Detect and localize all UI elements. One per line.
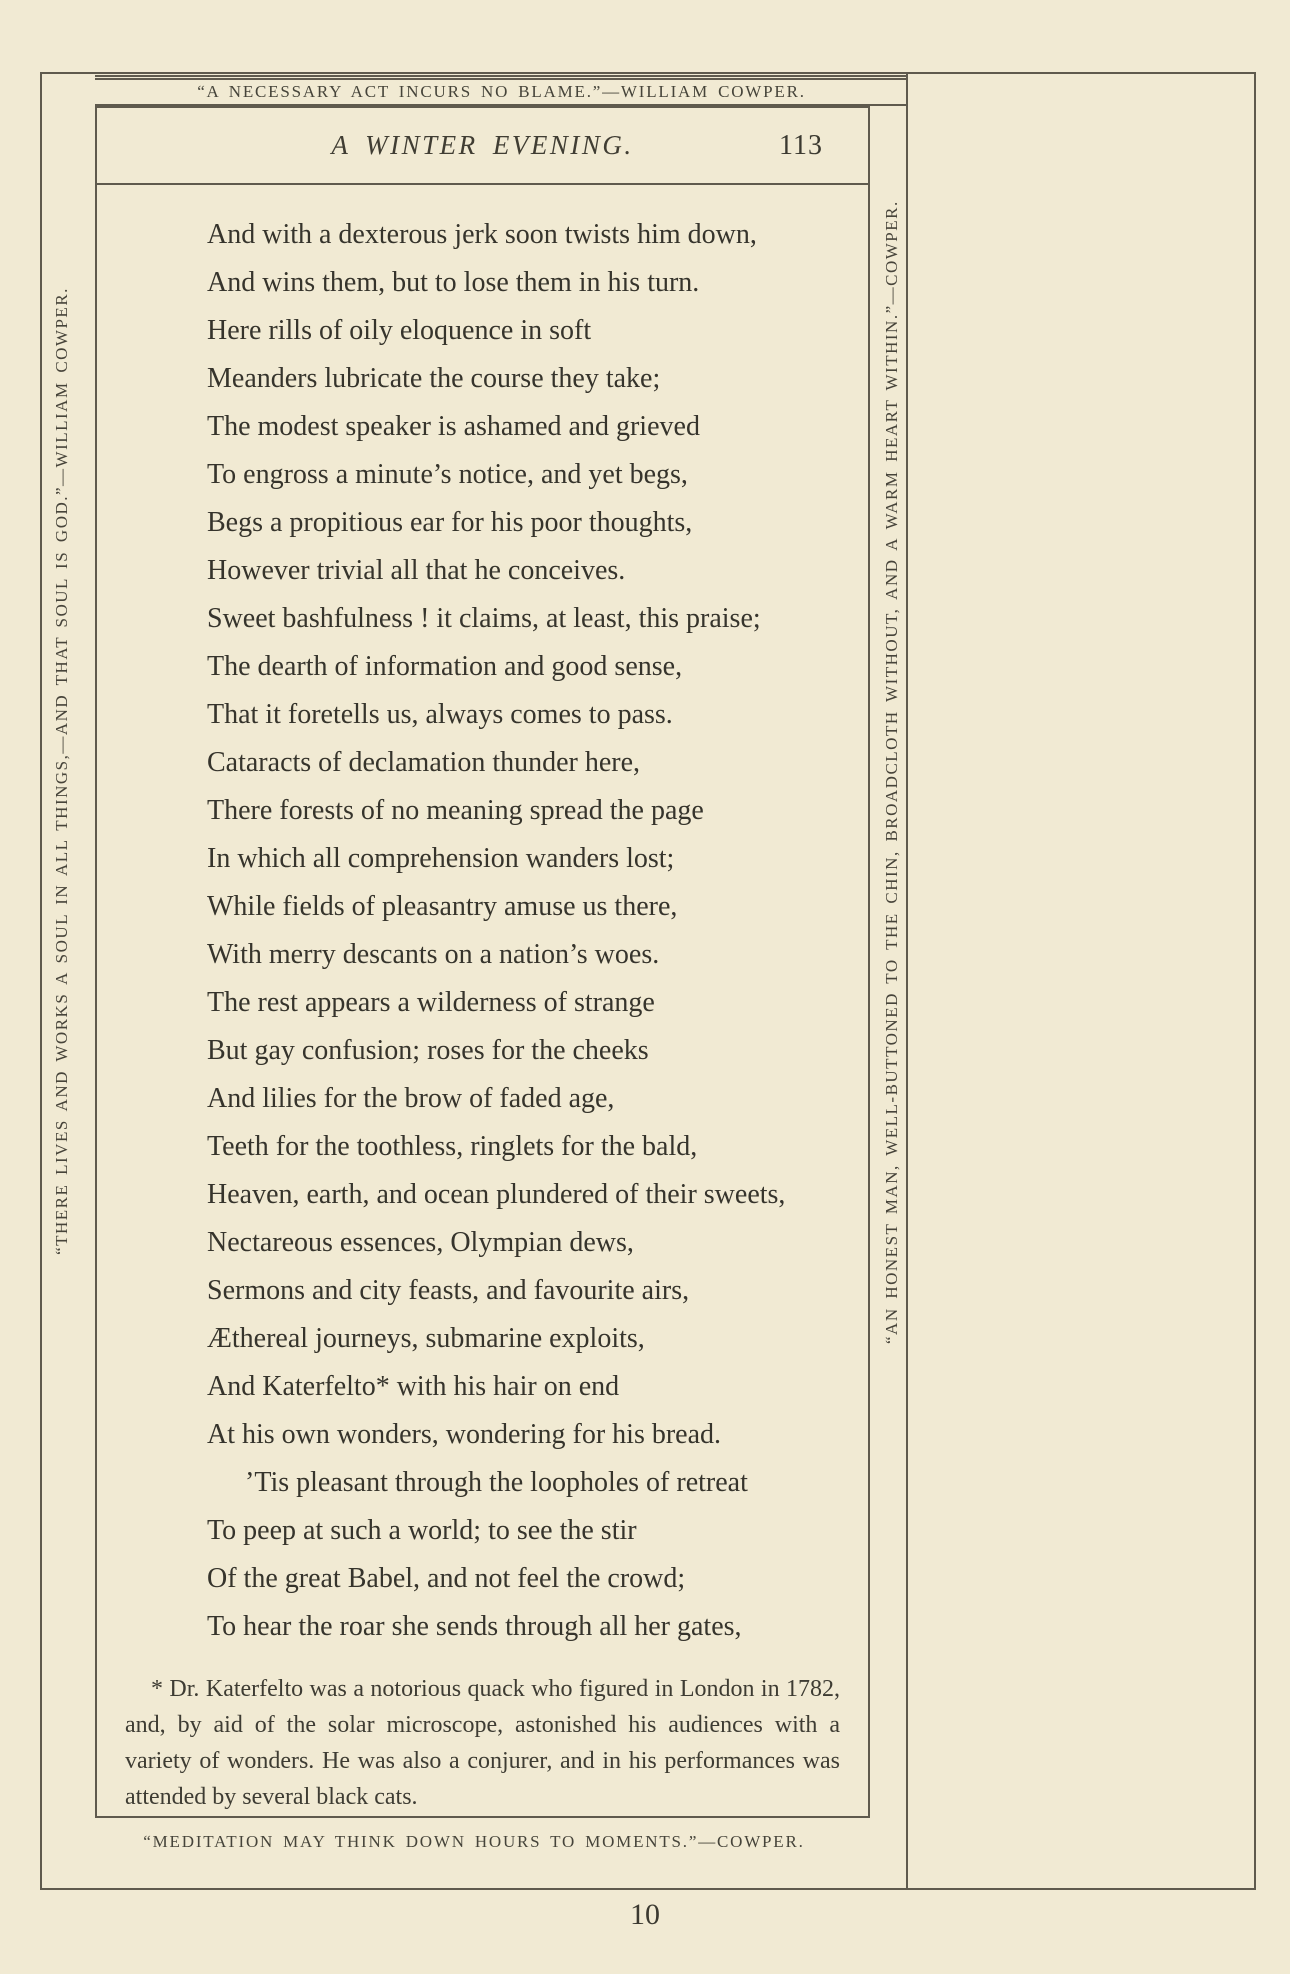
poem-line: While fields of pleasantry amuse us there, (207, 891, 678, 922)
poem-line: And with a dexterous jerk soon twists him down, (207, 219, 757, 250)
poem-line: And wins them, but to lose them in his turn. (207, 267, 700, 298)
poem-line: At his own wonders, wondering for his bread. (207, 1419, 722, 1450)
poem-text (97, 185, 868, 1651)
poem-line: Of the great Babel, and not feel the crowd; (207, 1563, 686, 1594)
poem-line: The rest appears a wilderness of strange (207, 987, 655, 1018)
poem-line: Nectareous essences, Olympian dews, (207, 1227, 634, 1258)
poem-line: The modest speaker is ashamed and grieved (207, 411, 700, 442)
poem-line: ’Tis pleasant through the loopholes of retreat (245, 1467, 748, 1498)
page-title: A WINTER EVENING. (331, 130, 634, 160)
poem-line: Heaven, earth, and ocean plundered of their sweets, (207, 1179, 786, 1210)
poem-line: And lilies for the brow of faded age, (207, 1083, 615, 1114)
poem-line: That it foretells us, always comes to pass. (207, 699, 673, 730)
poem-line: Æthereal journeys, submarine exploits, (207, 1323, 645, 1354)
poem-line: Sermons and city feasts, and favourite airs, (207, 1275, 690, 1306)
poem-line: Here rills of oily eloquence in soft (207, 315, 592, 346)
poem-line: Meanders lubricate the course they take; (207, 363, 661, 394)
page-folio: 10 (630, 1898, 660, 1931)
poem-line: With merry descants on a nation’s woes. (207, 939, 660, 970)
top-quote-text: “A NECESSARY ACT INCURS NO BLAME.”—WILLIAM COWPER. (197, 82, 806, 101)
footnote: * Dr. Katerfelto was a notorious quack who figured in London in 1782, and, by aid of the solar microscope, astonished his audiences with a variety of wonders. He was also a conjurer, and in his performances was attended by several black cats. (125, 1676, 840, 1810)
running-head-page-number: 113 (779, 129, 823, 161)
right-margin-quote: “AN HONEST MAN, WELL-BUTTONED TO THE CHIN, BROADCLOTH WITHOUT, AND A WARM HEART WITHIN.”—COWPER. (882, 200, 901, 1344)
poem-line: The dearth of information and good sense, (207, 651, 683, 682)
poem-box (95, 106, 870, 1818)
poem-line: In which all comprehension wanders lost; (207, 843, 675, 874)
poem-line: To peep at such a world; to see the stir (207, 1515, 637, 1546)
running-head (97, 108, 868, 185)
bottom-quote: “MEDITATION MAY THINK DOWN HOURS TO MOMENTS.”—COWPER. (143, 1832, 805, 1851)
poem-line: To engross a minute’s notice, and yet begs, (207, 459, 688, 490)
poem-line: But gay confusion; roses for the cheeks (207, 1035, 649, 1066)
top-quote-band (95, 75, 908, 106)
poem-line: Teeth for the toothless, ringlets for the bald, (207, 1131, 698, 1162)
poem-line: There forests of no meaning spread the page (207, 795, 704, 826)
poem-line: Cataracts of declamation thunder here, (207, 747, 641, 778)
left-margin-quote: “THERE LIVES AND WORKS A SOUL IN ALL THINGS,—AND THAT SOUL IS GOD.”—WILLIAM COWPER. (52, 287, 71, 1255)
poem-line: Begs a propitious ear for his poor thoughts, (207, 507, 693, 538)
poem-line: And Katerfelto* with his hair on end (207, 1371, 620, 1402)
poem-line: To hear the roar she sends through all her gates, (207, 1611, 742, 1642)
poem-line: Sweet bashfulness ! it claims, at least, this praise; (207, 603, 761, 634)
poem-line: However trivial all that he conceives. (207, 555, 626, 586)
